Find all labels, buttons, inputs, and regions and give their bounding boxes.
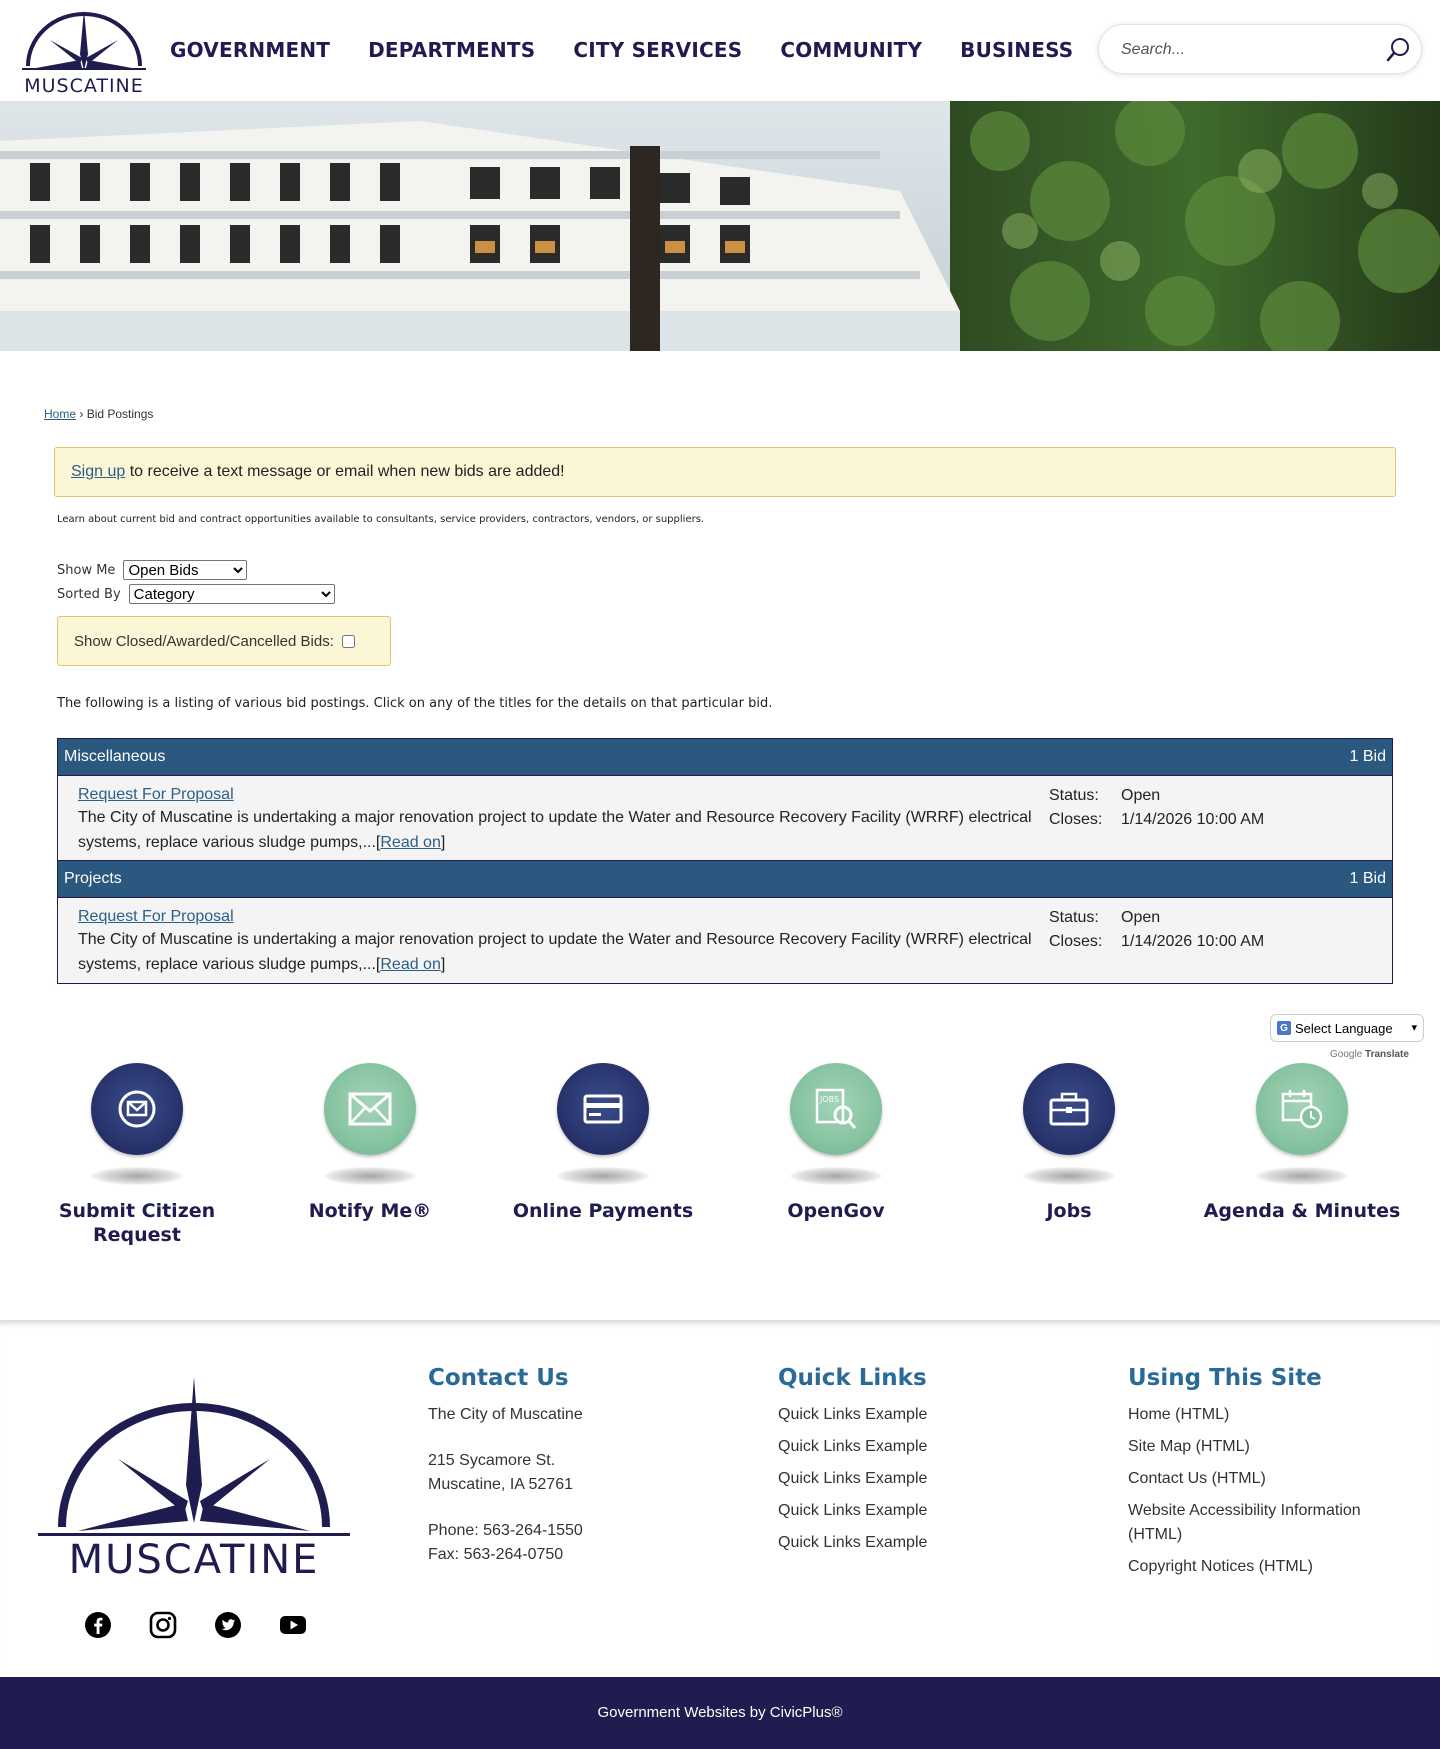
category-count: 1 Bid [1349,870,1386,887]
envelope-icon [324,1063,416,1155]
bid-description-text: The City of Muscatine is undertaking a major renovation project to update the Water and Resource Recovery Facility (WRRF) electrical systems, replace various sludge pumps,...[ [78,809,1032,851]
quick-link-label: OpenGov [787,1200,885,1222]
citizen-request-icon [91,1063,183,1155]
closes-label: Closes: [1049,811,1103,828]
icon-shadow [324,1167,416,1185]
read-on-link[interactable]: Read on [380,956,441,973]
footer-contact-column [428,1365,583,1567]
select-language-label: Select Language [1295,1020,1393,1036]
chevron-down-icon: ▾ [1411,1022,1417,1034]
breadcrumb-current: Bid Postings [86,407,154,421]
bid-description [78,927,1038,977]
bid-meta [1049,784,1264,832]
footer-quick-links-column [778,1365,927,1563]
hero-banner [0,101,1440,351]
intro-text: Learn about current bid and contract opportunities available to consultants, service providers, contractors, vendors, or suppliers. [57,514,705,525]
bid-row [58,776,1392,861]
jobs-search-icon [790,1063,882,1155]
quick-link-label: Submit Citizen Request [58,1200,216,1246]
google-label: Google [1330,1049,1363,1060]
main-nav [170,38,1073,62]
bid-description-text: The City of Muscatine is undertaking a major renovation project to update the Water and Resource Recovery Facility (WRRF) electrical systems, replace various sludge pumps,...[ [78,931,1032,973]
nav-city-services[interactable]: CITY SERVICES [573,38,743,62]
quick-links-item[interactable]: Quick Links Example [778,1438,928,1455]
bid-listing-table [57,738,1393,984]
status-value: Open [1121,909,1161,926]
quick-links-item[interactable]: Quick Links Example [778,1470,928,1487]
contact-name: The City of Muscatine [428,1406,583,1423]
calendar-clock-icon [1256,1063,1348,1155]
category-name: Projects [64,870,122,887]
using-site-home-link[interactable]: Home (HTML) [1128,1406,1230,1423]
youtube-icon[interactable] [279,1611,307,1639]
nav-community[interactable]: COMMUNITY [780,38,923,62]
breadcrumb-home-link[interactable]: Home [44,407,77,421]
quick-links-item[interactable]: Quick Links Example [778,1502,928,1519]
quick-link-label: Notify Me® [308,1200,432,1222]
site-footer [0,1320,1440,1677]
using-site-accessibility-link[interactable]: Website Accessibility Information (HTML) [1128,1502,1361,1543]
footer-using-site-column [1128,1365,1408,1587]
quick-link-opengov[interactable] [736,1063,936,1223]
contact-heading[interactable]: Contact Us [428,1365,569,1391]
search-icon[interactable] [1385,37,1411,63]
using-site-sitemap-link[interactable]: Site Map (HTML) [1128,1438,1250,1455]
quick-link-notify-me[interactable] [270,1063,470,1223]
read-on-link[interactable]: Read on [380,834,441,851]
category-header-miscellaneous [58,739,1392,776]
quick-link-jobs[interactable] [969,1063,1169,1223]
category-name: Miscellaneous [64,748,166,765]
show-closed-checkbox[interactable] [342,635,355,648]
footer-credit-bar [0,1677,1440,1749]
quick-link-online-payments[interactable] [503,1063,703,1223]
sorted-by-select[interactable] [129,584,335,604]
show-me-label: Show Me [57,562,116,578]
listing-intro-text: The following is a listing of various bid postings. Click on any of the titles for the details on that particular bid. [57,696,773,711]
status-label: Status: [1049,787,1099,804]
show-closed-bids-box [57,616,391,666]
google-translate-icon: G [1277,1021,1291,1035]
bid-description-end: ] [440,956,446,973]
nav-departments[interactable]: DEPARTMENTS [368,38,536,62]
category-header-projects [58,861,1392,898]
quick-link-label: Online Payments [512,1200,694,1222]
svg-text:MUSCATINE: MUSCATINE [24,75,144,96]
select-language-dropdown[interactable] [1270,1014,1424,1042]
translate-label[interactable]: Translate [1365,1049,1409,1060]
sorted-by-label: Sorted By [57,586,121,602]
bid-title-link[interactable]: Request For Proposal [78,908,234,925]
contact-fax: Fax: 563-264-0750 [428,1546,564,1563]
bid-meta [1049,906,1264,954]
quick-links-heading[interactable]: Quick Links [778,1365,927,1391]
site-header [0,0,1440,101]
icon-shadow [557,1167,649,1185]
quick-link-submit-citizen-request[interactable] [37,1063,237,1247]
bid-description-end: ] [440,834,446,851]
nav-business[interactable]: BUSINESS [960,38,1074,62]
icon-shadow [91,1167,183,1185]
twitter-icon[interactable] [214,1611,242,1639]
closes-value: 1/14/2026 10:00 AM [1121,933,1265,950]
icon-shadow [1256,1167,1348,1185]
contact-address-line2: Muscatine, IA 52761 [428,1476,573,1493]
contact-address-line1: 215 Sycamore St. [428,1452,556,1469]
credit-card-icon [557,1063,649,1155]
instagram-icon[interactable] [149,1611,177,1639]
quick-links-item[interactable]: Quick Links Example [778,1406,928,1423]
breadcrumb-separator: › [79,407,84,421]
using-site-contact-link[interactable]: Contact Us (HTML) [1128,1470,1266,1487]
svg-text:JOBS: JOBS [820,1095,840,1104]
closes-label: Closes: [1049,933,1103,950]
sorted-by-filter [57,584,335,604]
breadcrumb [44,407,153,421]
show-me-select[interactable] [123,560,247,580]
quick-link-label: Jobs [1046,1200,1092,1222]
using-site-heading[interactable]: Using This Site [1128,1365,1322,1391]
signup-link[interactable]: Sign up [71,463,126,480]
bid-title-link[interactable]: Request For Proposal [78,786,234,803]
bid-description [78,805,1038,855]
status-label: Status: [1049,909,1099,926]
quick-links-item[interactable]: Quick Links Example [778,1534,928,1551]
icon-shadow [1023,1167,1115,1185]
category-count: 1 Bid [1349,748,1386,765]
search-box [1098,24,1422,74]
show-me-filter [57,560,247,580]
signup-notice-text: to receive a text message or email when new bids are added! [125,463,565,480]
search-input[interactable] [1121,37,1371,63]
riverboat-banner-image [0,101,1440,351]
contact-phone: Phone: 563-264-1550 [428,1522,583,1539]
briefcase-icon [1023,1063,1115,1155]
facebook-icon[interactable] [84,1611,112,1639]
footer-muscatine-logo[interactable] [34,1375,354,1575]
bid-row [58,898,1392,983]
muscatine-logo[interactable] [16,8,152,96]
nav-government[interactable]: GOVERNMENT [170,38,331,62]
svg-text:MUSCATINE: MUSCATINE [68,1537,320,1575]
quick-link-agenda-minutes[interactable] [1202,1063,1402,1223]
quick-link-label: Agenda & Minutes [1203,1200,1401,1222]
powered-by-google [1330,1049,1409,1060]
show-closed-label: Show Closed/Awarded/Cancelled Bids: [74,632,334,650]
civicplus-credit-link[interactable]: Government Websites by CivicPlus® [597,1704,843,1721]
icon-shadow [790,1167,882,1185]
closes-value: 1/14/2026 10:00 AM [1121,811,1265,828]
signup-notice [54,447,1396,497]
using-site-copyright-link[interactable]: Copyright Notices (HTML) [1128,1558,1313,1575]
status-value: Open [1121,787,1161,804]
